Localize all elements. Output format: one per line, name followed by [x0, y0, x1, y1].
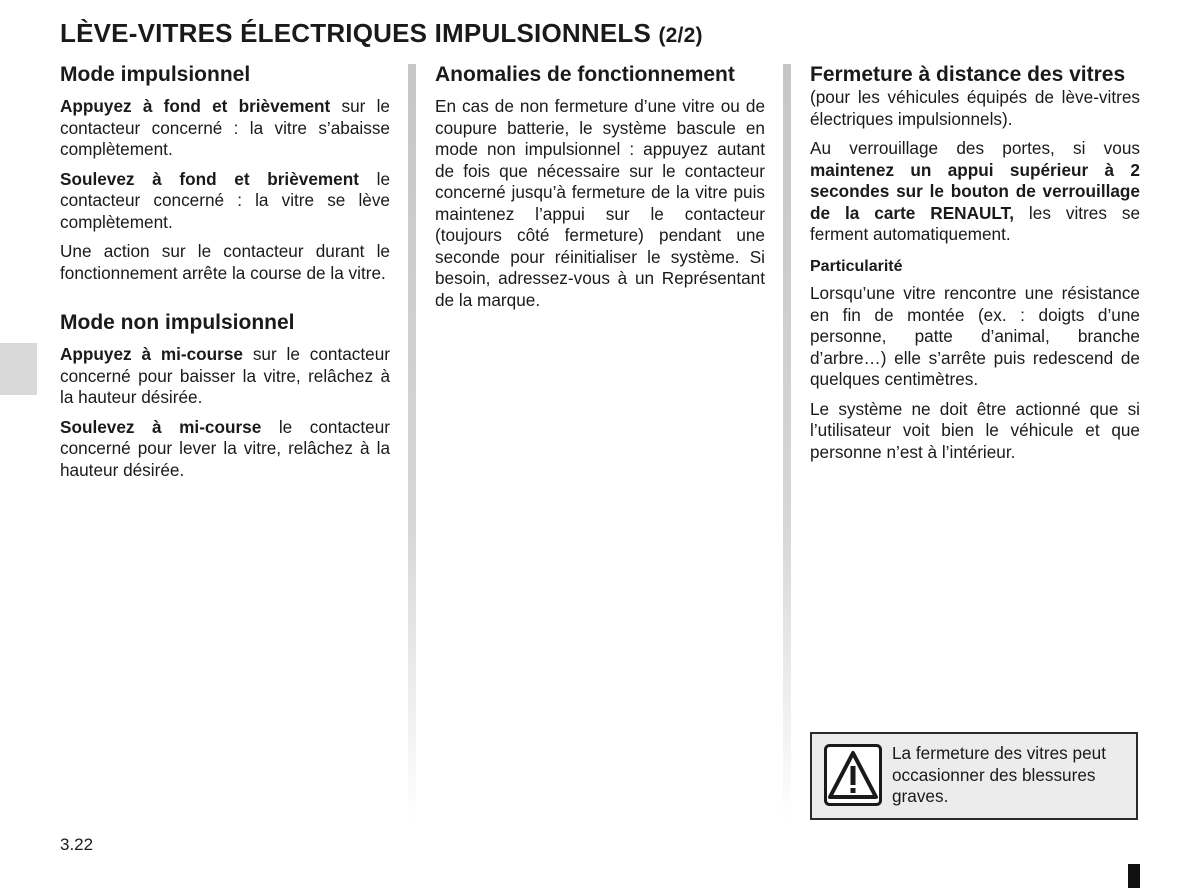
text-appuyez-mi-course: sur le contacteur concerné pour baisser la vitre, relâchez à la hauteur désirée.	[60, 344, 391, 407]
page-title-main: LÈVE-VITRES ÉLECTRIQUES IMPULSIONNELS	[60, 18, 652, 48]
paragraph-utilisateur: Le système ne doit être actionné que si l’utilisateur voit bien le véhicule et que personne n’est à l’intérieur.	[810, 398, 1140, 462]
column-divider-right	[783, 64, 791, 824]
paragraph-resistance: Lorsqu’une vitre rencontre une résistance en fin de montée (ex. : doigts d’une personne, patte d’animal, branche d’arbre…) elle s’arrête puis redescend de quelques centimètres.	[810, 283, 1140, 389]
page-title	[60, 18, 703, 49]
heading-fermeture-distance: Fermeture à distance des vitres	[810, 63, 1126, 86]
subheading-particularite: Particularité	[810, 257, 903, 275]
text-soulevez-fond: le contacteur concerné : la vitre se lève complètement.	[60, 168, 390, 232]
paragraph-verrouillage	[810, 138, 1140, 246]
column-left	[60, 62, 390, 489]
warning-triangle-icon	[824, 744, 882, 806]
bold-verrouillage: maintenez un appui supérieur à 2 secondes sur le bouton de verrouillage de la carte RENAULT,	[810, 159, 1140, 223]
warning-box	[810, 732, 1138, 820]
section-tab	[0, 343, 37, 395]
heading-mode-impulsionnel: Mode impulsionnel	[60, 63, 251, 86]
paragraph-anomalies: En cas de non fermeture d’une vitre ou de coupure batterie, le système bascule en mode non impulsionnel : appuyez autant de fois que nécessaire sur le contacteur concerné jusqu’à fermeture de la vitre puis maintenez l’appui sur le contacteur (toujours côté fermeture) pendant une seconde pour réinitialiser le système. Si besoin, adressez-vous à un Représentant de la marque.	[435, 96, 765, 310]
paragraph-action-contacteur: Une action sur le contacteur durant le fonctionnement arrête la course de la vitre.	[60, 241, 390, 283]
text-appuyez-fond: sur le contacteur concerné : la vitre s’abaisse complètement.	[60, 96, 390, 159]
heading-anomalies: Anomalies de fonctionnement	[435, 63, 735, 86]
heading-mode-non-impulsionnel: Mode non impulsionnel	[60, 311, 295, 334]
column-right	[810, 62, 1140, 471]
bold-appuyez-mi-course: Appuyez à mi-course	[60, 344, 243, 364]
paragraph-soulevez-fond	[60, 169, 390, 234]
warning-text: La fermeture des vitres peut occasionner des blessures graves.	[892, 743, 1106, 806]
paragraph-soulevez-mi-course	[60, 417, 390, 482]
page-title-suffix: (2/2)	[658, 24, 703, 47]
bold-soulevez-mi-course: Soulevez à mi-course	[60, 416, 262, 437]
column-middle	[435, 62, 765, 319]
bold-appuyez-fond: Appuyez à fond et brièvement	[60, 96, 331, 116]
bold-soulevez-fond: Soulevez à fond et brièvement	[60, 168, 359, 189]
column-divider-left	[408, 64, 416, 824]
text-verrouillage-start: Au verrouillage des portes, si vous	[810, 138, 1140, 158]
paragraph-appuyez-fond	[60, 96, 390, 161]
note-vehicules-equipes: (pour les véhicules équipés de lève-vitres électriques impulsionnels).	[810, 87, 1140, 129]
corner-mark	[1128, 864, 1140, 888]
paragraph-appuyez-mi-course	[60, 344, 390, 409]
text-soulevez-mi-course: le contacteur concerné pour lever la vitre, relâchez à la hauteur désirée.	[60, 416, 391, 480]
text-verrouillage-end: les vitres se ferment automatiquement.	[810, 202, 1140, 244]
page-number: 3.22	[60, 835, 94, 854]
